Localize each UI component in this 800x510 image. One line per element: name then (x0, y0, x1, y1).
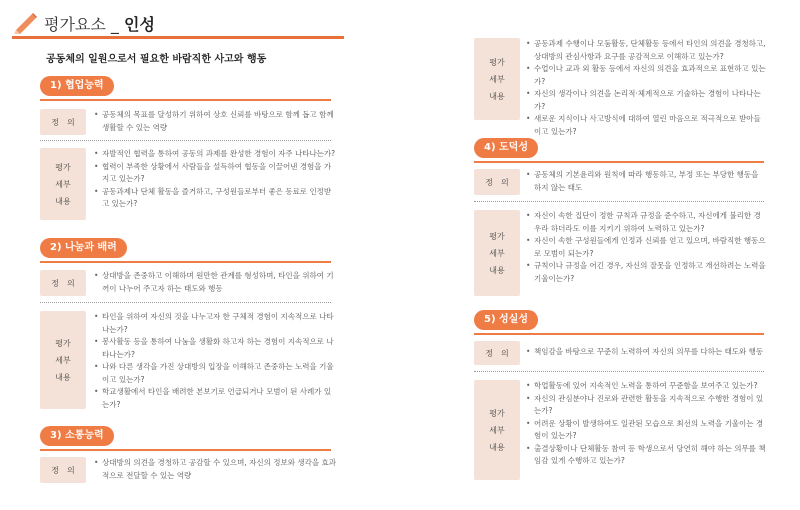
list-item: • 새로운 지식이나 사고방식에 대하여 열린 마음으로 적극적으로 받아들이고 있는가? (526, 113, 766, 138)
list-item: • 출결상황이나 단체활동 참여 등 학생으로서 당연히 해야 하는 의무를 책임감 있게 수행하고 있는가? (526, 443, 766, 468)
divider (474, 201, 764, 202)
definition-list (526, 346, 766, 359)
section-5-title: 5) 성실성 (474, 310, 538, 330)
list-item: • 타인을 위하여 자신의 것을 나누고자 한 구체적 경험이 지속적으로 나타나는가? (94, 311, 337, 336)
section-5-header (474, 310, 764, 332)
section-2-rule (40, 261, 331, 263)
list-item: • 수업이나 교과 외 활동 등에서 자신의 의견을 효과적으로 표현하고 있는가? (526, 63, 766, 88)
section-2-title: 2) 나눔과 배려 (40, 238, 127, 258)
divider (40, 140, 331, 141)
list-item: • 공동체의 목표를 달성하기 위하여 상호 신뢰를 바탕으로 함께 돕고 함께 생활할 수 있는 역량 (94, 109, 337, 134)
definition-label: 정의 (40, 457, 86, 483)
right-page (400, 0, 800, 510)
definition-list (94, 270, 337, 295)
section-3-rule (40, 449, 331, 451)
list-item: • 봉사활동 등을 통하여 나눔을 생활화 하고자 하는 경험이 지속적으로 나타나는가? (94, 336, 337, 361)
list-item: • 어려운 상황이 발생하여도 일관된 모습으로 최선의 노력을 기울이는 경험이 있는가? (526, 418, 766, 443)
evaluation-list (526, 38, 766, 138)
page-title: 평가요소 _ 인성 (44, 15, 155, 34)
definition-label: 정의 (474, 341, 520, 365)
section-4-header (474, 138, 764, 160)
divider (40, 302, 331, 303)
evaluation-label: 평가 세부 내용 (40, 148, 86, 220)
section-5-rule (474, 333, 764, 335)
section-3-header (40, 426, 331, 448)
list-item: • 상대방을 존중하고 이해하며 원만한 관계를 형성하며, 타인을 위하여 기꺼이 나누어 주고자 하는 태도와 행동 (94, 270, 337, 295)
list-item: • 협력이 부족한 상황에서 사람들을 설득하여 협동을 이끌어낸 경험을 가지고 있는가? (94, 161, 337, 186)
definition-label: 정의 (40, 270, 86, 296)
page-header (12, 8, 344, 38)
section-1-rule (40, 99, 331, 101)
list-item: • 공동과제나 단체 활동을 즐거하고, 구성원들로부터 좋은 동료로 인정받고 있는가? (94, 186, 337, 211)
list-item: • 자신이 속한 구성원들에게 인정과 신뢰를 얻고 있으며, 바람직한 행동으로 모범이 되는가? (526, 235, 766, 260)
definition-list (94, 457, 337, 482)
list-item: • 상대방의 의견을 경청하고 공감할 수 있으며, 자신의 정보와 생각을 효과적으로 전달할 수 있는 역량 (94, 457, 337, 482)
title-rule (12, 36, 344, 39)
pencil-icon (12, 12, 38, 34)
subtitle: 공동체의 일원으로서 필요한 바람직한 사고와 행동 (46, 54, 267, 65)
section-1-title: 1) 협업능력 (40, 76, 114, 96)
definition-list (94, 109, 337, 134)
list-item: • 책임감을 바탕으로 꾸준히 노력하여 자신의 의무를 다하는 태도와 행동 (526, 346, 766, 359)
divider (474, 371, 764, 372)
list-item: • 나와 다른 생각을 가진 상대방의 입장을 이해하고 존중하는 노력을 기울이고 있는가? (94, 361, 337, 386)
list-item: • 자신의 관심분야나 진로와 관련한 활동을 지속적으로 수행한 경험이 있는가? (526, 393, 766, 418)
definition-label: 정의 (40, 109, 86, 135)
list-item: • 자신이 속한 집단이 정한 규칙과 규정을 준수하고, 자신에게 불리한 경우라 하더라도 이를 지키기 위하여 노력하고 있는가? (526, 210, 766, 235)
list-item: • 학업활동에 있어 지속적인 노력을 통하여 꾸준함을 보여주고 있는가? (526, 380, 766, 393)
list-item: • 규칙이나 규정을 어긴 경우, 자신의 잘못을 인정하고 개선하려는 노력을 기울이는가? (526, 260, 766, 285)
evaluation-label: 평가 세부 내용 (474, 210, 520, 296)
evaluation-list (526, 380, 766, 468)
evaluation-label: 평가 세부 내용 (474, 38, 520, 120)
list-item: • 학교생활에서 타인을 배려한 본보기로 언급되거나 모범이 된 사례가 있는가? (94, 386, 337, 411)
evaluation-label: 평가 세부 내용 (40, 311, 86, 409)
section-2-header (40, 238, 331, 260)
evaluation-list (526, 210, 766, 285)
evaluation-list (94, 311, 337, 411)
list-item: • 자신의 생각이나 의견을 논리적·체계적으로 기술하는 경험이 나타나는가? (526, 88, 766, 113)
evaluation-list (94, 148, 337, 211)
section-4-rule (474, 161, 764, 163)
list-item: • 공동체의 기본윤리와 원칙에 따라 행동하고, 부정 또는 부당한 행동을 하지 않는 태도 (526, 169, 766, 194)
section-3-title: 3) 소통능력 (40, 426, 114, 446)
evaluation-label: 평가 세부 내용 (474, 380, 520, 480)
list-item: • 자발적인 협력을 통하여 공동의 과제를 완성한 경험이 자주 나타나는가? (94, 148, 337, 161)
definition-list (526, 169, 766, 194)
section-4-title: 4) 도덕성 (474, 138, 538, 158)
list-item: • 공동과제 수행이나 모둠활동, 단체활동 등에서 타인의 의견을 경청하고, 상대방의 관심사항과 요구를 공감적으로 이해하고 있는가? (526, 38, 766, 63)
section-1-header (40, 76, 331, 98)
definition-label: 정의 (474, 169, 520, 195)
